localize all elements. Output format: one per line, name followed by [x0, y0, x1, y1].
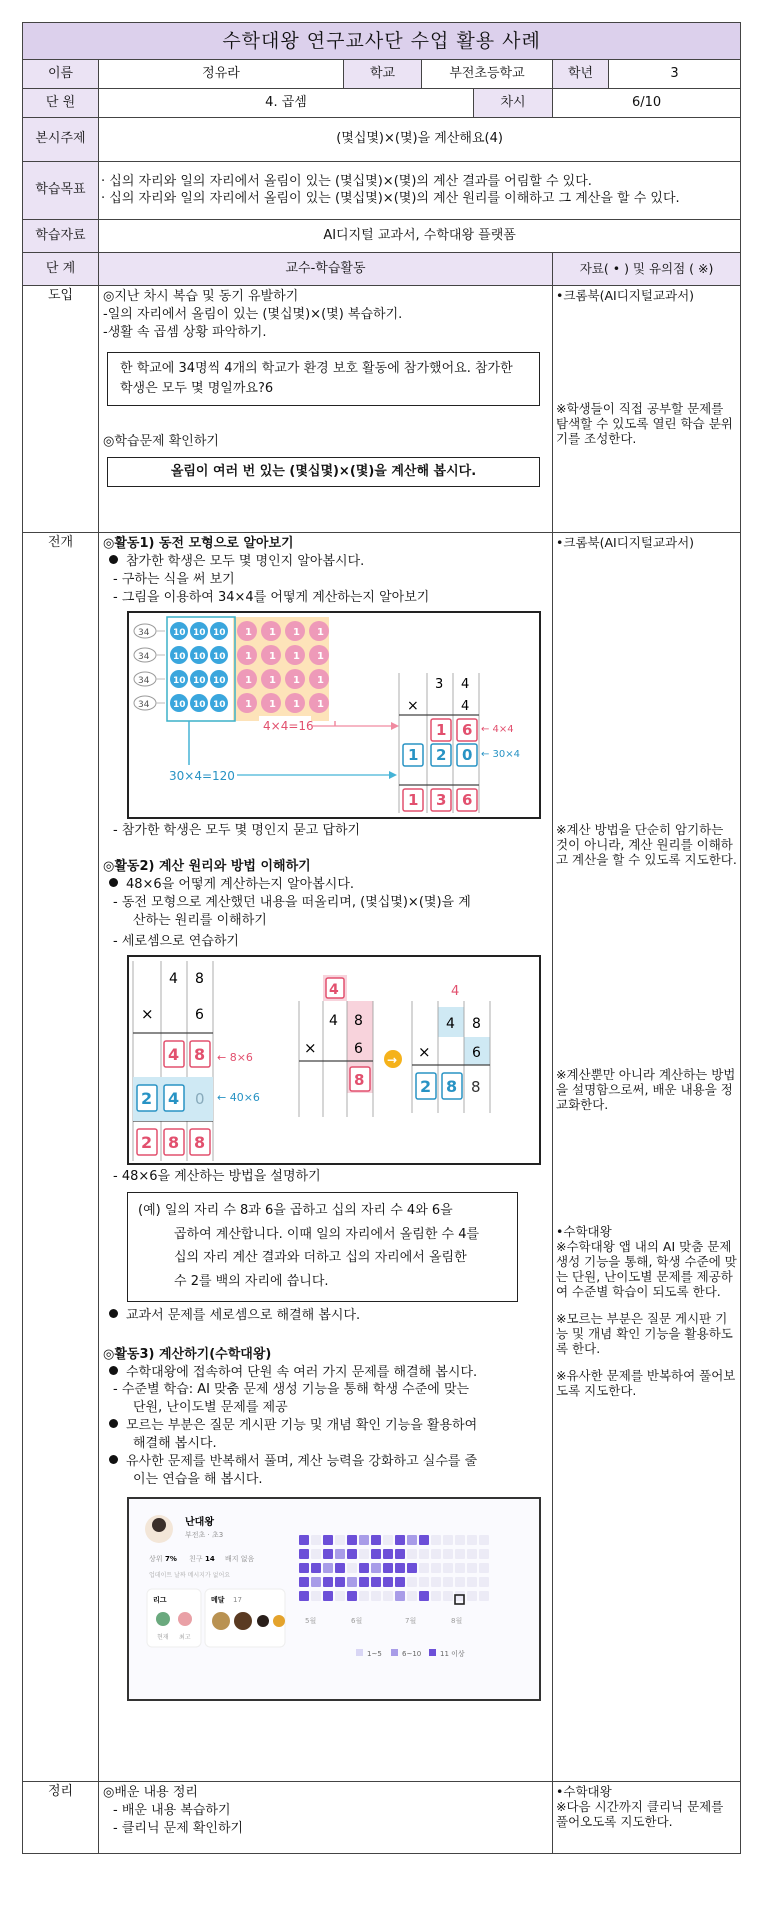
example-line-4: 수 2를 백의 자리에 씁니다. — [174, 1274, 329, 1290]
unit-label: 단 원 — [23, 89, 99, 118]
unit-value: 4. 곱셈 — [99, 89, 474, 118]
period-value: 6/10 — [553, 89, 741, 118]
activity-cell — [407, 1591, 417, 1601]
ten-coin-label: 10 — [173, 627, 186, 638]
wrapup-note-2: ※다음 시간까지 클리닉 문제를 풀어오도록 지도한다. — [556, 1799, 724, 1829]
activity-cell — [419, 1563, 429, 1573]
ten-coin-label: 10 — [213, 651, 226, 662]
fig2b-times: × — [304, 1038, 317, 1057]
goal-1: · 십의 자리와 일의 자리에서 올림이 있는 (몇십몇)×(몇)의 계산 결과를 어림할 수 있다. — [101, 174, 592, 190]
activity-cell — [383, 1591, 393, 1601]
arrow-glyph: → — [387, 1052, 398, 1067]
topic-value: (몇십몇)×(몇)을 계산해요(4) — [99, 118, 741, 162]
digit: 2 — [420, 1076, 432, 1096]
medal-icon — [273, 1615, 285, 1627]
dev-note-2: ※계산 방법을 단순히 암기하는 것이 아니라, 계산 원리를 이해하고 계산을 할 수 있도록 지도한다. — [556, 822, 737, 867]
bullet-icon — [109, 1455, 118, 1464]
intro-line-3: -생활 속 곱셈 상황 파악하기. — [103, 324, 267, 340]
activity3-sub-b: 단원, 난이도별 문제를 제공 — [133, 1400, 288, 1416]
activity-cell — [419, 1577, 429, 1587]
activity-cell — [443, 1535, 453, 1545]
digit: 6 — [462, 790, 473, 809]
digit: 4 — [168, 1088, 180, 1108]
activity-cell — [323, 1535, 333, 1545]
stat-rank: 7% — [165, 1554, 177, 1563]
activity3-title: ◎활동3) 계산하기(수학대왕) — [103, 1346, 272, 1362]
fig2c-times: × — [418, 1042, 431, 1061]
material-value: AI디지털 교과서, 수학대왕 플랫폼 — [99, 220, 741, 253]
activity-cell — [407, 1577, 417, 1587]
activity-cell — [335, 1549, 345, 1559]
digit: 8 — [194, 1132, 206, 1152]
wrapup-line-1: ◎배운 내용 정리 — [103, 1785, 198, 1800]
bullet-icon — [109, 1366, 118, 1375]
activity-cell — [407, 1549, 417, 1559]
digit: 8 — [471, 1077, 481, 1096]
digit: 4 — [168, 1044, 180, 1064]
activity-cell — [455, 1563, 465, 1573]
activity-cell — [359, 1591, 369, 1601]
month-7: 7월 — [405, 1616, 417, 1625]
activity-cell — [371, 1535, 381, 1545]
activity-cell — [467, 1591, 477, 1601]
example-line-1: (예) 일의 자리 수 8과 6을 곱하고 십의 자리 수 4와 6을 — [138, 1202, 453, 1218]
activity-cell — [395, 1591, 405, 1601]
league-current-icon — [156, 1612, 170, 1626]
one-coin-label: 1 — [317, 698, 324, 710]
medal-label: 메달 — [211, 1595, 225, 1604]
dev-stage: 전개 — [23, 533, 99, 1782]
activity-cell — [311, 1577, 321, 1587]
one-coin-label: 1 — [293, 674, 300, 686]
fig2-carry: 4 — [329, 981, 339, 998]
digit: 8 — [194, 1044, 206, 1064]
ten-coin-label: 10 — [213, 699, 226, 710]
fig2-mult: 6 — [195, 1006, 204, 1023]
bullet-icon — [109, 555, 118, 564]
objective-check: ◎학습문제 확인하기 — [103, 433, 219, 449]
activity3-bullet3a: 유사한 문제를 반복해서 풀며, 계산 능력을 강화하고 실수를 줄 — [126, 1454, 478, 1470]
vertical-calc-figure — [127, 955, 541, 1165]
ten-coin-label: 10 — [193, 675, 206, 686]
digit: 0 — [462, 745, 473, 764]
activity1-step3: - 참가한 학생은 모두 몇 명인지 묻고 답하기 — [113, 822, 361, 838]
dev-note-4: •수학대왕 — [556, 1224, 612, 1239]
explanation-example — [127, 1192, 518, 1302]
topic-label: 본시주제 — [23, 118, 99, 162]
intro-note-1: •크롬북(AI디지털교과서) — [556, 288, 695, 303]
activity-cell — [431, 1591, 441, 1601]
activity-cell — [347, 1563, 357, 1573]
one-coin-label: 1 — [245, 698, 252, 710]
activity-cell — [443, 1577, 453, 1587]
ten-coin-label: 10 — [193, 699, 206, 710]
activity-cell — [455, 1577, 465, 1587]
activity-cell — [479, 1563, 489, 1573]
one-coin-label: 1 — [245, 650, 252, 662]
one-coin-label: 1 — [293, 698, 300, 710]
dev-note-1: •크롬북(AI디지털교과서) — [556, 535, 695, 550]
activity-cell — [419, 1591, 429, 1601]
activity1-title: ◎활동1) 동전 모형으로 알아보기 — [103, 536, 294, 551]
league-current: 현재 — [157, 1633, 169, 1641]
digit: 6 — [462, 720, 473, 739]
fig1-mult: 4 — [461, 698, 470, 714]
bullet-icon — [109, 1309, 118, 1318]
activity-cell — [395, 1535, 405, 1545]
activity-cell — [335, 1591, 345, 1601]
activity1-step2: - 그림을 이용하여 34×4를 어떻게 계산하는지 알아보기 — [113, 589, 430, 605]
activity-cell — [371, 1549, 381, 1559]
one-coin-label: 1 — [269, 698, 276, 710]
activity-cell — [395, 1563, 405, 1573]
ten-coin-label: 10 — [213, 627, 226, 638]
activity-header: 교수-학습활동 — [99, 253, 553, 286]
activity-cell — [371, 1563, 381, 1573]
one-coin-label: 1 — [293, 626, 300, 638]
fig2-top-tens: 4 — [169, 970, 178, 987]
activity-cell — [371, 1577, 381, 1587]
activity-cell — [479, 1535, 489, 1545]
lesson-plan — [22, 22, 740, 1854]
medal-icon — [257, 1615, 269, 1627]
notes-header: 자료( • ) 및 유의점 ( ※) — [553, 253, 741, 286]
row-label: 34 — [138, 675, 150, 686]
app-dashboard-svg — [129, 1499, 539, 1699]
bullet-icon — [109, 1419, 118, 1428]
medal-icon — [212, 1612, 230, 1630]
wrapup-line-2: - 배운 내용 복습하기 — [113, 1802, 231, 1818]
app-sub: 업데이트 날짜 메시지가 없어요 — [149, 1571, 231, 1579]
activity3-bullet3b: 이는 연습을 해 봅시다. — [133, 1471, 263, 1487]
activity2-step1b: 산하는 원리를 이해하기 — [133, 913, 267, 929]
eq-4x4: 4×4=16 — [263, 718, 314, 733]
activity-cell — [371, 1591, 381, 1601]
digit: 8 — [446, 1076, 458, 1096]
digit: 2 — [436, 745, 447, 764]
activity-cell — [479, 1577, 489, 1587]
activity-cell — [431, 1577, 441, 1587]
activity2-title: ◎활동2) 계산 원리와 방법 이해하기 — [103, 859, 311, 875]
activity-cell — [443, 1563, 453, 1573]
fig2c-top-tens: 4 — [446, 1015, 455, 1032]
grade-value: 3 — [609, 60, 741, 89]
activity-cell — [359, 1563, 369, 1573]
app-school: 부전초 · 초3 — [185, 1530, 224, 1539]
medal-icon — [234, 1612, 252, 1630]
fig2c-top-ones: 8 — [472, 1015, 481, 1032]
activity-cell — [323, 1577, 333, 1587]
activity-cell — [299, 1591, 309, 1601]
page-title: 수학대왕 연구교사단 수업 활용 사례 — [23, 23, 741, 60]
activity-cell — [479, 1591, 489, 1601]
activity-cell — [335, 1577, 345, 1587]
name-label: 이름 — [23, 60, 99, 89]
activity-cell — [347, 1577, 357, 1587]
dev-note-5: ※수학대왕 앱 내의 AI 맞춤 문제 생성 기능을 통해, 학생 수준에 맞는 단원, 난이도별 문제를 제공하여 수준별 학습이 되도록 한다. — [556, 1239, 737, 1299]
activity-cell — [335, 1563, 345, 1573]
example-line-3: 십의 자리 계산 결과와 더하고 십의 자리에서 올림한 — [174, 1250, 467, 1266]
activity-cell — [479, 1549, 489, 1559]
grade-label: 학년 — [553, 60, 609, 89]
activity-cell — [335, 1535, 345, 1545]
activity1-bullet: 참가한 학생은 모두 몇 명인지 알아봅시다. — [126, 553, 365, 569]
eq-30x4: 30×4=120 — [169, 768, 235, 783]
activity-cell — [323, 1591, 333, 1601]
fig2-times: × — [141, 1004, 154, 1023]
fig2-note-40x6: ← 40×6 — [217, 1090, 260, 1104]
lesson-plan-table — [22, 22, 741, 1854]
activity-cell — [359, 1577, 369, 1587]
one-coin-label: 1 — [317, 650, 324, 662]
activity-cell — [311, 1563, 321, 1573]
activity2-bullet2: 교과서 문제를 세로셈으로 해결해 봅시다. — [126, 1307, 361, 1323]
activity3-bullet2a: 모르는 부분은 질문 게시판 기능 및 개념 확인 기능을 활용하여 — [126, 1418, 478, 1434]
stat-friend-label: 친구 — [189, 1554, 203, 1563]
digit: 2 — [141, 1132, 153, 1152]
ten-coin-label: 10 — [193, 627, 206, 638]
activity-cell — [299, 1535, 309, 1545]
fig2c-carry: 4 — [451, 983, 460, 999]
one-coin-label: 1 — [293, 650, 300, 662]
activity2-step1a: - 동전 모형으로 계산했던 내용을 떠올리며, (몇십몇)×(몇)을 계 — [113, 895, 471, 911]
activity3-bullet1: 수학대왕에 접속하여 단원 속 여러 가지 문제를 해결해 봅시다. — [126, 1364, 478, 1380]
activity-cell — [407, 1535, 417, 1545]
activity-cell — [359, 1535, 369, 1545]
activity-cell — [347, 1535, 357, 1545]
activity-cell — [299, 1577, 309, 1587]
digit: 1 — [436, 720, 447, 739]
school-label: 학교 — [344, 60, 422, 89]
fig2b-result: 8 — [354, 1070, 365, 1089]
activity-cell — [467, 1577, 477, 1587]
league-label: 리그 — [153, 1595, 167, 1604]
activity-cell — [395, 1549, 405, 1559]
one-coin-label: 1 — [245, 626, 252, 638]
ten-coin-label: 10 — [193, 651, 206, 662]
fig1-note-30x4: ← 30×4 — [481, 748, 521, 760]
month-5: 5월 — [305, 1616, 317, 1625]
activity-cell — [431, 1549, 441, 1559]
activity-cell — [299, 1549, 309, 1559]
activity2-step3: - 48×6을 계산하는 방법을 설명하기 — [113, 1168, 321, 1184]
activity-cell — [347, 1591, 357, 1601]
activity2-step2: - 세로셈으로 연습하기 — [113, 934, 239, 950]
teacher-name: 정유라 — [99, 60, 344, 89]
activity-cell — [443, 1549, 453, 1559]
digit: 1 — [408, 790, 419, 809]
activity-cell — [311, 1549, 321, 1559]
activity-cell — [431, 1563, 441, 1573]
fig1-times: × — [407, 697, 419, 714]
goal-label: 학습목표 — [23, 162, 99, 220]
intro-note-2: ※학생들이 직접 공부할 문제를 탐색할 수 있도록 열린 학습 분위기를 조성한다. — [556, 401, 733, 446]
activity-cell — [395, 1577, 405, 1587]
vertical-calc-svg — [129, 957, 539, 1163]
app-screenshot — [127, 1497, 541, 1701]
activity-cell — [467, 1535, 477, 1545]
motivation-problem: 한 학교에 34명씩 4개의 학교가 환경 보호 활동에 참가했어요. 참가한 학생은 모두 몇 명일까요?6 — [107, 352, 540, 406]
fig1-top-tens: 3 — [435, 676, 444, 692]
one-coin-label: 1 — [269, 626, 276, 638]
fig2b-top-tens: 4 — [329, 1012, 338, 1029]
digit: 3 — [436, 790, 447, 809]
ten-coin-label: 10 — [173, 699, 186, 710]
activity-cell — [455, 1535, 465, 1545]
digit: 0 — [195, 1089, 205, 1108]
activity-cell — [347, 1549, 357, 1559]
fig2-note-8x6: ← 8×6 — [217, 1050, 253, 1064]
activity-cell — [299, 1563, 309, 1573]
legend-3: 11 이상 — [440, 1649, 465, 1658]
legend-2: 6~10 — [402, 1649, 422, 1658]
example-line-2: 곱하여 계산합니다. 이때 일의 자리에서 올림한 수 4를 — [174, 1226, 480, 1242]
row-label: 34 — [138, 699, 150, 710]
period-label: 차시 — [474, 89, 553, 118]
activity3-bullet2b: 해결해 봅시다. — [133, 1436, 217, 1452]
wrapup-stage: 정리 — [23, 1782, 99, 1854]
month-6: 6월 — [351, 1616, 363, 1625]
coin-model-svg — [129, 613, 539, 817]
intro-line-2: -일의 자리에서 올림이 있는 (몇십몇)×(몇) 복습하기. — [103, 306, 403, 322]
activity-cell — [311, 1591, 321, 1601]
activity-cell — [455, 1549, 465, 1559]
ten-coin-label: 10 — [173, 675, 186, 686]
wrapup-note-1: •수학대왕 — [556, 1784, 612, 1799]
one-coin-label: 1 — [317, 674, 324, 686]
wrapup-line-3: - 클리닉 문제 확인하기 — [113, 1820, 244, 1836]
activity-cell — [383, 1549, 393, 1559]
activity-cell — [443, 1591, 453, 1601]
activity-cell — [419, 1535, 429, 1545]
digit: 1 — [408, 745, 419, 764]
activity-cell — [467, 1563, 477, 1573]
fig2b-top-ones: 8 — [354, 1012, 363, 1029]
league-best-icon — [178, 1612, 192, 1626]
stat-rank-label: 상위 — [149, 1554, 163, 1563]
activity-cell — [323, 1563, 333, 1573]
learning-objective: 올림이 여러 번 있는 (몇십몇)×(몇)을 계산해 봅시다. — [107, 457, 540, 487]
stat-badge: 배지 없음 — [225, 1554, 255, 1563]
coin-model-figure — [127, 611, 541, 819]
app-username: 난대왕 — [185, 1516, 214, 1528]
legend-1: 1~5 — [367, 1649, 382, 1658]
intro-line-1: ◎지난 차시 복습 및 동기 유발하기 — [103, 289, 299, 304]
dev-note-7: ※유사한 문제를 반복하여 풀어보도록 지도한다. — [556, 1368, 736, 1398]
one-coin-label: 1 — [245, 674, 252, 686]
ten-coin-label: 10 — [213, 675, 226, 686]
medal-count: 17 — [233, 1595, 242, 1604]
activity-cell — [467, 1549, 477, 1559]
activity-cell — [383, 1577, 393, 1587]
fig2-top-ones: 8 — [195, 970, 204, 987]
one-coin-label: 1 — [317, 626, 324, 638]
goal-2: · 십의 자리와 일의 자리에서 올림이 있는 (몇십몇)×(몇)의 계산 원리를 이해하고 그 계산을 할 수 있다. — [101, 190, 680, 206]
activity1-step1: - 구하는 식을 써 보기 — [113, 571, 235, 587]
digit: 8 — [168, 1132, 180, 1152]
activity-cell — [419, 1549, 429, 1559]
ten-coin-label: 10 — [173, 651, 186, 662]
stage-header: 단 계 — [23, 253, 99, 286]
league-best: 최고 — [179, 1633, 191, 1641]
dev-note-3: ※계산뿐만 아니라 계산하는 방법을 설명함으로써, 배운 내용을 정교화한다. — [556, 1067, 736, 1112]
fig2c-mult: 6 — [472, 1044, 481, 1061]
row-label: 34 — [138, 651, 150, 662]
activity-cell — [383, 1535, 393, 1545]
bullet-icon — [109, 878, 118, 887]
activity3-sub-a: - 수준별 학습: AI 맞춤 문제 생성 기능을 통해 학생 수준에 맞는 — [113, 1382, 470, 1398]
month-8: 8월 — [451, 1616, 463, 1625]
activity-cell — [323, 1549, 333, 1559]
activity-cell — [359, 1549, 369, 1559]
dev-note-6: ※모르는 부분은 질문 게시판 기능 및 개념 확인 기능을 활용하도록 한다. — [556, 1311, 733, 1356]
digit: 2 — [141, 1088, 153, 1108]
stat-friend: 14 — [205, 1554, 215, 1563]
one-coin-label: 1 — [269, 650, 276, 662]
material-label: 학습자료 — [23, 220, 99, 253]
intro-stage: 도입 — [23, 286, 99, 533]
one-coin-label: 1 — [269, 674, 276, 686]
row-label: 34 — [138, 627, 150, 638]
fig1-note-4x4: ← 4×4 — [481, 723, 514, 735]
activity-cell — [431, 1535, 441, 1545]
activity2-bullet: 48×6을 어떻게 계산하는지 알아봅시다. — [126, 877, 355, 893]
fig2b-mult: 6 — [354, 1040, 363, 1057]
school-name: 부전초등학교 — [422, 60, 553, 89]
activity-cell — [383, 1563, 393, 1573]
activity-cell — [407, 1563, 417, 1573]
activity-cell — [311, 1535, 321, 1545]
fig1-top-ones: 4 — [461, 676, 470, 692]
